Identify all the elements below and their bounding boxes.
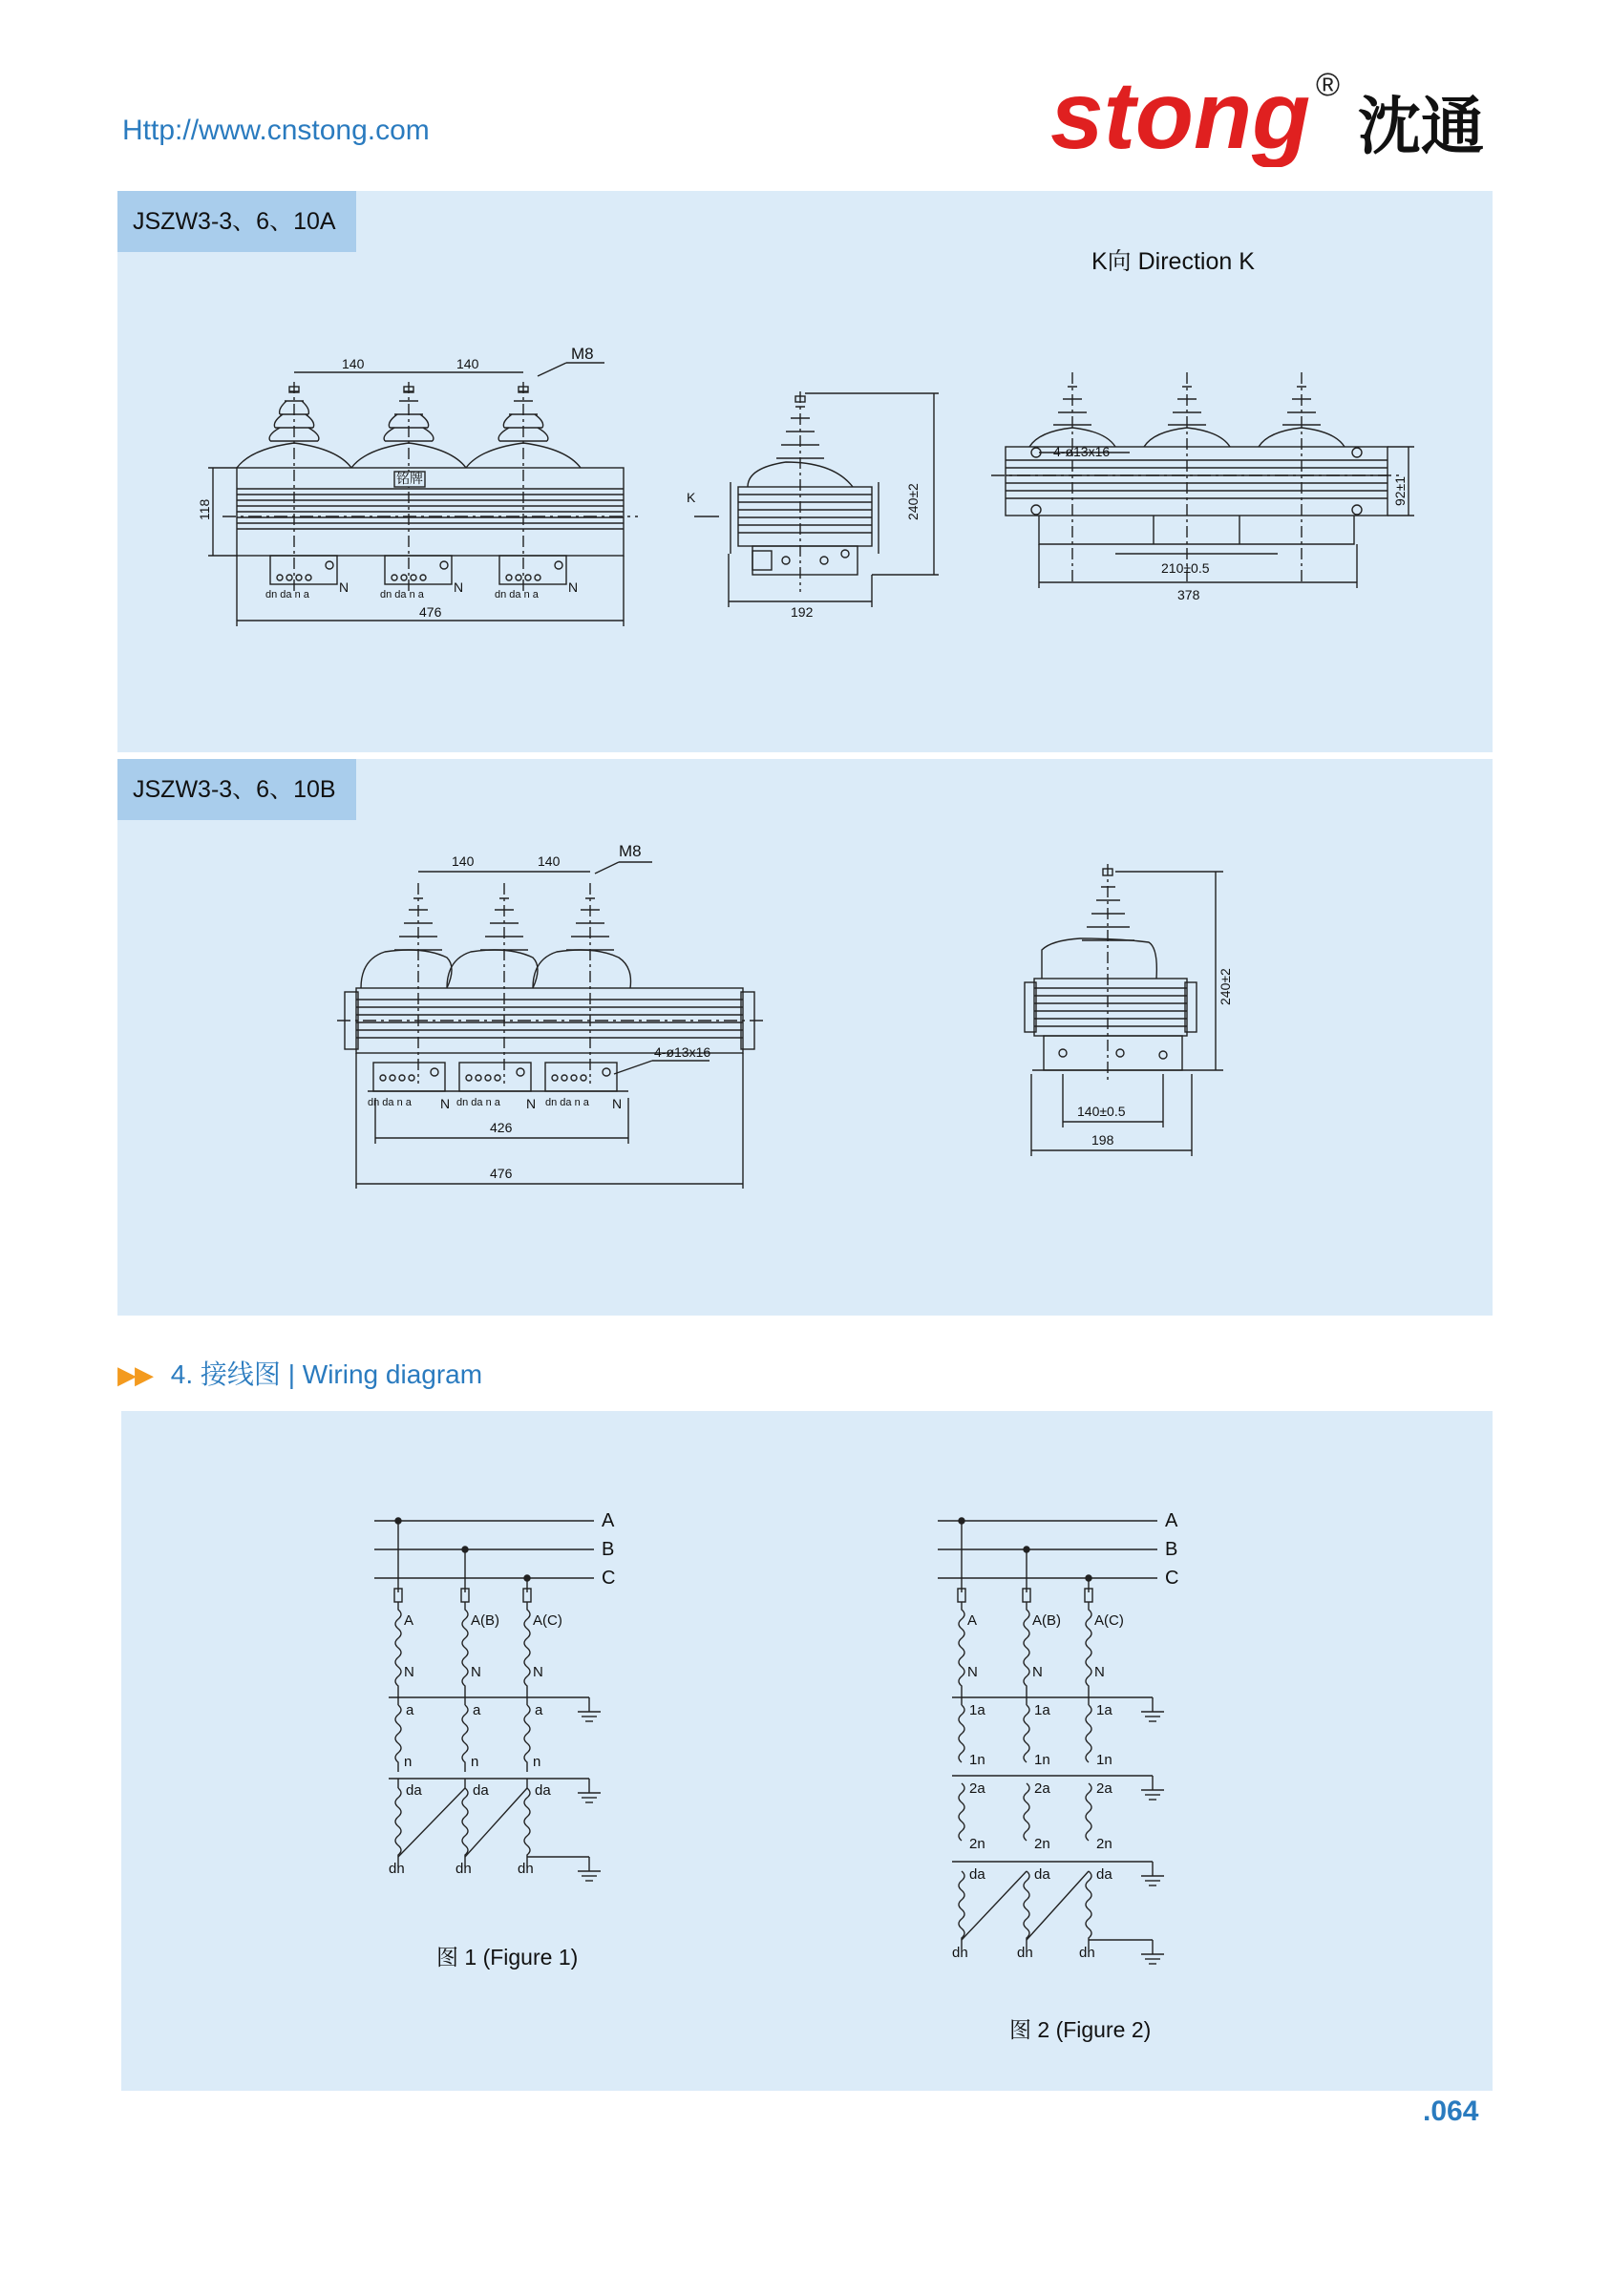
- terminal-n-3: N: [568, 579, 579, 595]
- dim-b-inner-width: 426: [490, 1120, 513, 1135]
- dim-b-hole: 4-ø13x16: [654, 1044, 711, 1060]
- fig2-neutral-3: N: [1094, 1664, 1105, 1680]
- side-view-a: [694, 391, 939, 607]
- fig2-sec2-bottom-1: 2n: [969, 1836, 985, 1852]
- drawing-panel-a: [117, 191, 1493, 752]
- section-number: 4.: [170, 1359, 194, 1389]
- wiring-svg: [121, 1411, 1493, 2091]
- fig1-res-bottom-1: dn: [389, 1861, 405, 1877]
- fig2-sec1-top-1: 1a: [969, 1702, 985, 1718]
- fig2-sec2-top-1: 2a: [969, 1780, 985, 1797]
- fig1-neutral-3: N: [533, 1664, 543, 1680]
- dim-side-height: 240±2: [905, 483, 921, 520]
- fig2-neutral-2: N: [1032, 1664, 1043, 1680]
- fig2-phase-c: C: [1165, 1568, 1179, 1589]
- fig1-primary-1: A: [404, 1612, 414, 1629]
- insulator-3: [466, 382, 581, 592]
- brand-logo: [1050, 57, 1499, 167]
- fig1-phase-c: C: [602, 1568, 616, 1589]
- fig1-sec-bottom-2: n: [471, 1754, 479, 1770]
- terminal-b-n-3: N: [612, 1096, 623, 1111]
- website-url[interactable]: Http://www.cnstong.com: [122, 115, 430, 146]
- terminal-b-n-1: N: [440, 1096, 451, 1111]
- terminal-b-labels-2: dn da n a: [456, 1097, 500, 1108]
- fig1-res-top-1: da: [406, 1782, 422, 1799]
- fig1-sec-bottom-1: n: [404, 1754, 413, 1770]
- terminal-n-1: N: [339, 579, 350, 595]
- section-arrows-icon: ▶▶: [117, 1360, 152, 1389]
- fig2-sec1-bottom-1: 1n: [969, 1752, 985, 1768]
- brand-cn: 沈通: [1358, 91, 1484, 161]
- insulator-1: [237, 382, 351, 592]
- fig1-sec-bottom-3: n: [533, 1754, 541, 1770]
- fig2-phase-a: A: [1165, 1510, 1178, 1531]
- fig2-res-bottom-2: dn: [1017, 1945, 1033, 1961]
- dim-spacing-1: 140: [342, 356, 365, 371]
- fig2-res-top-1: da: [969, 1866, 985, 1883]
- dim-b-side-height: 240±2: [1218, 968, 1233, 1005]
- dim-b-side-width: 198: [1091, 1132, 1114, 1148]
- fig1-phase-a: A: [602, 1510, 615, 1531]
- figure-1-caption: 图 1 (Figure 1): [436, 1945, 579, 1970]
- fig2-sec2-bottom-3: 2n: [1096, 1836, 1112, 1852]
- figure-2-caption: 图 2 (Figure 2): [1009, 2017, 1152, 2042]
- section-title-en: Wiring diagram: [302, 1359, 483, 1389]
- section-separator: |: [287, 1359, 295, 1389]
- figure-2-diagram: [938, 1518, 1164, 1964]
- fig2-sec1-bottom-2: 1n: [1034, 1752, 1050, 1768]
- dim-k-height: 92±1: [1392, 475, 1408, 506]
- figure-1-diagram: [374, 1518, 601, 1881]
- dim-b-spacing-1: 140: [452, 853, 475, 869]
- fig2-primary-1: A: [967, 1612, 978, 1629]
- dim-hole: 4-ø13x16: [1053, 444, 1111, 459]
- wiring-section-title: [117, 1354, 482, 1392]
- fig1-res-top-3: da: [535, 1782, 551, 1799]
- dim-b-width-total: 476: [490, 1166, 513, 1181]
- dim-k-width: 378: [1177, 587, 1200, 602]
- drawing-panel-b: [117, 759, 1493, 1316]
- dim-k-hole-spacing: 210±0.5: [1161, 560, 1210, 576]
- dim-width-total: 476: [419, 604, 442, 620]
- fig1-sec-top-1: a: [406, 1702, 414, 1718]
- dim-side-width: 192: [791, 604, 814, 620]
- dim-b-bolt: M8: [619, 842, 642, 860]
- k-mark: K: [687, 490, 696, 505]
- terminal-labels-2: dn da n a: [380, 589, 424, 600]
- fig1-primary-2: A(B): [471, 1612, 499, 1629]
- fig2-primary-2: A(B): [1032, 1612, 1061, 1629]
- brand-latin: stong: [1050, 62, 1311, 167]
- dim-spacing-2: 140: [456, 356, 479, 371]
- fig1-primary-3: A(C): [533, 1612, 562, 1629]
- fig1-sec-top-2: a: [473, 1702, 481, 1718]
- fig1-phase-b: B: [602, 1539, 615, 1560]
- fig2-phase-b: B: [1165, 1539, 1178, 1560]
- fig1-neutral-1: N: [404, 1664, 414, 1680]
- k-view-a: [991, 372, 1414, 588]
- fig2-res-bottom-1: dn: [952, 1945, 968, 1961]
- fig1-res-top-2: da: [473, 1782, 489, 1799]
- fig2-res-top-3: da: [1096, 1866, 1112, 1883]
- wiring-panel: [121, 1411, 1493, 2091]
- front-view-b: [337, 862, 767, 1189]
- fig2-res-bottom-3: dn: [1079, 1945, 1095, 1961]
- fig1-sec-top-3: a: [535, 1702, 543, 1718]
- terminal-labels-3: dn da n a: [495, 589, 539, 600]
- terminal-b-n-2: N: [526, 1096, 537, 1111]
- fig2-primary-3: A(C): [1094, 1612, 1124, 1629]
- nameplate-label: 铭牌: [396, 471, 423, 486]
- dim-height: 118: [197, 498, 212, 520]
- fig1-neutral-2: N: [471, 1664, 481, 1680]
- brand-registered: ®: [1316, 67, 1341, 103]
- model-tab-a: JSZW3-3、6、10A: [117, 191, 356, 252]
- dim-bolt: M8: [571, 345, 594, 363]
- fig2-sec1-top-3: 1a: [1096, 1702, 1112, 1718]
- terminal-labels-1: dn da n a: [265, 589, 309, 600]
- section-title-cn: 接线图: [200, 1359, 281, 1389]
- drawing-b-svg: [117, 759, 1493, 1316]
- fig2-sec1-top-2: 1a: [1034, 1702, 1050, 1718]
- terminal-b-labels-3: dn da n a: [545, 1097, 589, 1108]
- dim-b-spacing-2: 140: [538, 853, 561, 869]
- fig2-sec2-bottom-2: 2n: [1034, 1836, 1050, 1852]
- terminal-b-labels-1: dn da n a: [368, 1097, 412, 1108]
- fig2-sec1-bottom-3: 1n: [1096, 1752, 1112, 1768]
- model-tab-b: JSZW3-3、6、10B: [117, 759, 356, 820]
- fig2-sec2-top-2: 2a: [1034, 1780, 1050, 1797]
- drawing-a-svg: [117, 191, 1493, 752]
- terminal-n-2: N: [454, 579, 464, 595]
- page-number: .064: [1423, 2096, 1479, 2127]
- fig1-res-bottom-3: dn: [518, 1861, 534, 1877]
- direction-k-label: K向 Direction K: [1091, 248, 1255, 275]
- fig2-neutral-1: N: [967, 1664, 978, 1680]
- fig2-res-top-2: da: [1034, 1866, 1050, 1883]
- dim-b-side-hole-spacing: 140±0.5: [1077, 1104, 1126, 1119]
- fig1-res-bottom-2: dn: [455, 1861, 472, 1877]
- fig2-sec2-top-3: 2a: [1096, 1780, 1112, 1797]
